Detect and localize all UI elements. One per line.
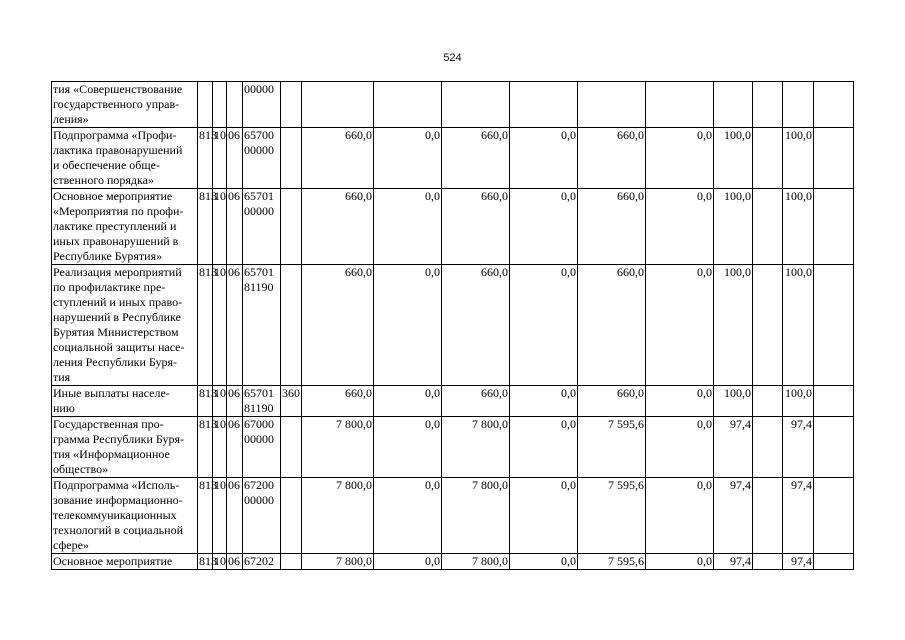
cell-subsection-code: 06 — [227, 554, 243, 570]
cell-trailing-empty — [814, 478, 854, 554]
cell-target-article — [243, 478, 281, 554]
cell-expense-type — [281, 417, 302, 478]
cell-trailing-empty — [814, 386, 854, 417]
cell-target-article — [243, 128, 281, 189]
cell-trailing-empty — [814, 265, 854, 386]
cell-amount-1: 660,0 — [302, 386, 374, 417]
cell-trailing-empty — [814, 417, 854, 478]
item-name-line: тия — [53, 370, 71, 384]
cell-item-name — [52, 189, 198, 265]
cell-empty — [753, 386, 783, 417]
item-name-line: телекоммуникационных — [53, 508, 177, 522]
cell-subsection-code — [227, 82, 243, 128]
cell-amount-1: 7 800,0 — [302, 417, 374, 478]
cell-amount-4: 0,0 — [510, 128, 578, 189]
cell-amount-2: 0,0 — [374, 478, 442, 554]
cell-item-name — [52, 478, 198, 554]
item-name-line: Бурятия Министерством — [53, 325, 179, 339]
cell-amount-5: 7 595,6 — [578, 417, 646, 478]
cell-amount-3: 7 800,0 — [442, 478, 510, 554]
target-article-part: 81190 — [244, 280, 274, 294]
cell-percent-1: 97,4 — [714, 554, 753, 570]
cell-section-code: 10 — [213, 265, 227, 386]
item-name-line: тия «Информационное — [53, 447, 170, 461]
cell-amount-6: 0,0 — [646, 478, 714, 554]
item-name-line: Реализация мероприятий — [53, 265, 182, 279]
item-name-line: лактика правонарушений — [53, 143, 183, 157]
cell-target-article — [243, 82, 281, 128]
cell-empty — [753, 554, 783, 570]
cell-amount-3: 7 800,0 — [442, 554, 510, 570]
cell-percent-1: 100,0 — [714, 386, 753, 417]
cell-item-name — [52, 386, 198, 417]
cell-amount-2: 0,0 — [374, 189, 442, 265]
cell-empty — [753, 189, 783, 265]
cell-item-name — [52, 417, 198, 478]
cell-target-article — [243, 265, 281, 386]
cell-amount-4: 0,0 — [510, 554, 578, 570]
cell-ministry-code: 813 — [199, 554, 217, 568]
cell-percent-2: 100,0 — [783, 128, 814, 189]
cell-ministry-code: 813 — [198, 265, 213, 386]
target-article-part: 65700 — [244, 128, 274, 142]
cell-subsection-code: 06 — [227, 265, 243, 386]
cell-amount-3: 660,0 — [442, 265, 510, 386]
cell-trailing-empty — [814, 82, 854, 128]
budget-table — [51, 81, 854, 570]
cell-percent-2: 100,0 — [783, 189, 814, 265]
item-name-line: сфере» — [53, 538, 89, 552]
item-name-line: ственного порядка» — [53, 173, 154, 187]
item-name-line: Государственная про- — [53, 417, 164, 431]
cell-target-article — [243, 189, 281, 265]
cell-ministry-code: 813 — [198, 386, 213, 417]
item-name-line: «Мероприятия по профи- — [53, 204, 184, 218]
cell-empty — [753, 82, 783, 128]
target-article-part: 67202 — [244, 554, 274, 568]
cell-section-code: 10 — [213, 189, 227, 265]
cell-ministry-code — [198, 82, 213, 128]
item-name-line: нию — [53, 401, 75, 415]
cell-amount-5: 660,0 — [578, 386, 646, 417]
cell-section-code — [213, 82, 227, 128]
table-row — [52, 478, 854, 554]
cell-amount-6: 0,0 — [646, 265, 714, 386]
cell-amount-2: 0,0 — [374, 265, 442, 386]
cell-percent-1: 97,4 — [714, 478, 753, 554]
table-row — [52, 265, 854, 386]
cell-expense-type — [281, 478, 302, 554]
cell-target-article — [243, 417, 281, 478]
cell-percent-2: 100,0 — [783, 265, 814, 386]
cell-percent-2: 97,4 — [783, 554, 814, 570]
target-article-part: 00000 — [244, 432, 274, 446]
cell-amount-6 — [646, 82, 714, 128]
cell-amount-2 — [374, 82, 442, 128]
cell-amount-6: 0,0 — [646, 128, 714, 189]
cell-item-name — [52, 128, 198, 189]
cell-section-code: 10 — [213, 128, 227, 189]
cell-expense-type — [281, 82, 302, 128]
cell-percent-2: 100,0 — [783, 386, 814, 417]
cell-empty — [753, 478, 783, 554]
table-row — [52, 189, 854, 265]
cell-amount-5: 660,0 — [578, 189, 646, 265]
item-name-line: Подпрограмма «Профи- — [53, 128, 177, 142]
cell-empty — [753, 265, 783, 386]
cell-expense-type: 360 — [281, 386, 302, 417]
page-number: 524 — [443, 52, 462, 64]
cell-item-name — [52, 265, 198, 386]
cell-amount-1: 660,0 — [302, 128, 374, 189]
cell-amount-1: 7 800,0 — [302, 478, 374, 554]
cell-ministry-code: 813 — [198, 128, 213, 189]
cell-section-code: 10 — [213, 386, 227, 417]
item-name-line: зование информационно- — [53, 493, 183, 507]
cell-amount-4: 0,0 — [510, 189, 578, 265]
cell-expense-type — [281, 554, 302, 570]
cell-amount-5: 7 595,6 — [578, 554, 646, 570]
cell-subsection-code: 06 — [227, 189, 243, 265]
table-row — [52, 128, 854, 189]
cell-amount-5: 660,0 — [578, 265, 646, 386]
table-body — [52, 82, 854, 570]
cell-item-name — [52, 82, 198, 128]
cell-percent-2: 97,4 — [783, 417, 814, 478]
cell-amount-2: 0,0 — [374, 554, 442, 570]
item-name-line: ления» — [53, 112, 89, 126]
target-article-part: 67200 — [244, 478, 274, 492]
target-article-part: 65701 — [244, 386, 274, 400]
cell-amount-3: 660,0 — [442, 386, 510, 417]
item-name-line: по профилактике пре- — [53, 280, 166, 294]
cell-percent-1: 97,4 — [714, 417, 753, 478]
target-article-part: 00000 — [244, 204, 274, 218]
cell-amount-1 — [302, 82, 374, 128]
item-name-line: общество» — [53, 462, 109, 476]
cell-amount-1: 7 800,0 — [302, 554, 374, 570]
target-article-part: 00000 — [244, 493, 274, 507]
cell-subsection-code: 06 — [227, 386, 243, 417]
cell-amount-1: 660,0 — [302, 265, 374, 386]
item-name-line: технологий в социальной — [53, 523, 184, 537]
item-name-line: Иные выплаты населе- — [53, 386, 170, 400]
target-article-part: 65701 — [244, 265, 274, 279]
cell-subsection-code: 06 — [227, 128, 243, 189]
cell-section-code: 10 — [213, 417, 227, 478]
table-row — [52, 554, 854, 570]
cell-subsection-code: 06 — [227, 478, 243, 554]
cell-percent-1: 100,0 — [714, 265, 753, 386]
item-name-line: ступлений и иных право- — [53, 295, 183, 309]
item-name-line: Основное мероприятие — [53, 189, 173, 203]
cell-amount-2: 0,0 — [374, 128, 442, 189]
cell-trailing-empty — [814, 189, 854, 265]
cell-percent-1 — [714, 82, 753, 128]
cell-expense-type — [281, 265, 302, 386]
cell-item-name — [52, 554, 198, 570]
item-name-line: государственного управ- — [53, 97, 180, 111]
cell-target-article — [243, 386, 281, 417]
cell-amount-3: 660,0 — [442, 189, 510, 265]
cell-empty — [753, 417, 783, 478]
cell-amount-5: 660,0 — [578, 128, 646, 189]
cell-amount-4 — [510, 82, 578, 128]
cell-amount-2: 0,0 — [374, 417, 442, 478]
cell-amount-6: 0,0 — [646, 417, 714, 478]
cell-amount-5: 7 595,6 — [578, 478, 646, 554]
item-name-line: Основное мероприятие — [53, 554, 173, 568]
target-article-part: 67000 — [244, 417, 274, 431]
cell-amount-3: 7 800,0 — [442, 417, 510, 478]
cell-amount-4: 0,0 — [510, 386, 578, 417]
target-article-part: 81190 — [244, 401, 274, 415]
cell-amount-2: 0,0 — [374, 386, 442, 417]
item-name-line: Республике Бурятия» — [53, 249, 163, 263]
cell-ministry-code: 813 — [198, 189, 213, 265]
item-name-line: нарушений в Республике — [53, 310, 181, 324]
cell-amount-1: 660,0 — [302, 189, 374, 265]
cell-target-article — [243, 554, 281, 570]
cell-section-code: 10 — [214, 554, 226, 568]
target-article-part: 00000 — [244, 82, 274, 96]
item-name-line: лактике преступлений и — [53, 219, 177, 233]
cell-amount-6: 0,0 — [646, 189, 714, 265]
cell-percent-2: 97,4 — [783, 478, 814, 554]
cell-amount-6: 0,0 — [646, 554, 714, 570]
cell-amount-6: 0,0 — [646, 386, 714, 417]
cell-ministry-code: 813 — [198, 417, 213, 478]
item-name-line: и обеспечение обще- — [53, 158, 160, 172]
cell-percent-2 — [783, 82, 814, 128]
item-name-line: грамма Республики Буря- — [53, 432, 184, 446]
cell-percent-1: 100,0 — [714, 189, 753, 265]
table-row — [52, 82, 854, 128]
cell-amount-3 — [442, 82, 510, 128]
table-row — [52, 386, 854, 417]
cell-trailing-empty — [814, 128, 854, 189]
item-name-line: иных правонарушений в — [53, 234, 179, 248]
cell-section-code: 10 — [213, 478, 227, 554]
cell-expense-type — [281, 189, 302, 265]
cell-amount-5 — [578, 82, 646, 128]
cell-amount-4: 0,0 — [510, 478, 578, 554]
cell-trailing-empty — [814, 554, 854, 570]
item-name-line: социальной защиты насе- — [53, 340, 185, 354]
cell-amount-3: 660,0 — [442, 128, 510, 189]
cell-amount-4: 0,0 — [510, 265, 578, 386]
target-article-part: 65701 — [244, 189, 274, 203]
cell-amount-4: 0,0 — [510, 417, 578, 478]
target-article-part: 00000 — [244, 143, 274, 157]
item-name-line: тия «Совершенствование — [53, 82, 183, 96]
cell-percent-1: 100,0 — [714, 128, 753, 189]
cell-subsection-code: 06 — [227, 417, 243, 478]
cell-empty — [753, 128, 783, 189]
cell-expense-type — [281, 128, 302, 189]
cell-ministry-code: 813 — [198, 478, 213, 554]
table-row — [52, 417, 854, 478]
item-name-line: Подпрограмма «Исполь- — [53, 478, 180, 492]
item-name-line: ления Республики Буря- — [53, 355, 177, 369]
